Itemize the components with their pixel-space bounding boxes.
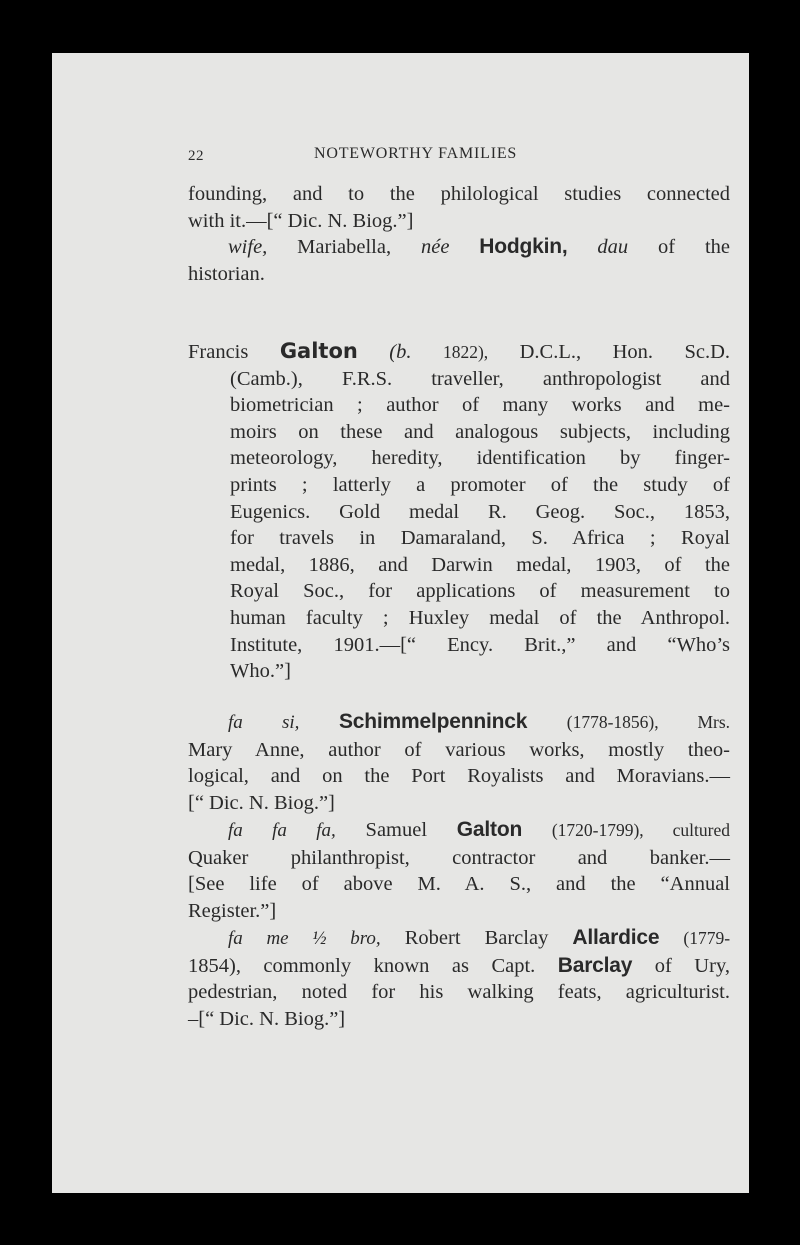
text-line: pedestrian, noted for his walking feats, agriculturist. [188, 981, 730, 1004]
entry-allardice [188, 925, 730, 1032]
surname: Schimmelpenninck [338, 710, 528, 733]
relation-label: fa si, [228, 712, 300, 733]
running-head: NOTEWORTHY FAMILIES [314, 145, 518, 162]
text-line: Quaker philanthropist, contractor and banker.— [188, 846, 730, 869]
dates: (1720-1799), cultured [551, 820, 730, 840]
maiden-name: Hodgkin, [479, 235, 568, 259]
relation-label: fa fa fa, [228, 820, 336, 841]
entry-heading-line [188, 338, 730, 366]
born-label: (b. [389, 341, 412, 363]
wife-first-name: Mariabella, [297, 236, 392, 259]
book-page [52, 53, 749, 1193]
degrees: D.C.L., Hon. Sc.D. [519, 341, 730, 363]
text-line: human faculty ; Huxley medal of the Anthropol. [230, 606, 730, 629]
text-line: Institute, 1901.—[“ Ency. Brit.,” and “Who’s [230, 633, 730, 656]
entry-heading-line [188, 709, 730, 737]
text-line: logical, and on the Port Royalists and Moravians.— [188, 765, 730, 788]
text-line: (Camb.), F.R.S. traveller, anthropologist and [230, 367, 730, 390]
text-line: Who.”] [230, 660, 291, 683]
text-line [188, 953, 730, 980]
alt-surname: Barclay [557, 953, 633, 977]
text-line: [“ Dic. N. Biog.”] [188, 791, 335, 814]
text-line: for travels in Damaraland, S. Africa ; Royal [230, 527, 730, 550]
relation-label: fa me ½ bro, [228, 928, 381, 949]
nee-label: née [420, 236, 450, 259]
entry-heading-line [188, 925, 730, 953]
wife-line [188, 234, 730, 261]
entry-samuel-galton [188, 817, 730, 924]
text-line: with it.—[“ Dic. N. Biog.”] [188, 209, 414, 232]
dates: (1778-1856), Mrs. [566, 712, 731, 732]
text-line: moirs on these and analogous subjects, including [230, 420, 730, 443]
entry-heading-line [188, 817, 730, 845]
text-line: –[“ Dic. N. Biog.”] [188, 1007, 346, 1030]
born-year: 1822), [442, 342, 489, 362]
surname: Allardice [572, 926, 660, 949]
page-header [188, 141, 735, 167]
text-fragment: of Ury, [654, 954, 730, 977]
entry-francis-galton [188, 338, 730, 685]
text-line: Eugenics. Gold medal R. Geog. Soc., 1853, [230, 500, 730, 523]
dau-label: dau [597, 236, 629, 259]
text-line: historian. [188, 262, 265, 285]
relation-label: wife, [228, 236, 268, 259]
entry-schimmelpenninck [188, 709, 730, 816]
text-line: Mary Anne, author of various works, mostly theo- [188, 738, 730, 761]
text-line: Register.”] [188, 899, 277, 922]
text-line: prints ; latterly a promoter of the study of [230, 473, 730, 496]
surname: Galton [279, 339, 358, 363]
entry-continuation [188, 181, 730, 287]
text-fragment: 1854), commonly known as Capt. [188, 954, 536, 977]
first-name: Francis [188, 341, 249, 363]
text-line: Royal Soc., for applications of measurement to [230, 580, 730, 603]
text-line: medal, 1886, and Darwin medal, 1903, of the [230, 553, 730, 576]
text-line: founding, and to the philological studies connected [188, 183, 730, 205]
text-line: biometrician ; author of many works and me- [230, 394, 730, 417]
first-name: Samuel [365, 819, 428, 841]
wife-rest: of the [658, 236, 731, 259]
text-line: [See life of above M. A. S., and the “Annual [188, 873, 730, 896]
page-number: 22 [188, 148, 204, 164]
first-name: Robert Barclay [404, 927, 549, 949]
text-line: meteorology, heredity, identification by finger- [230, 447, 730, 470]
surname: Galton [456, 818, 523, 841]
dates: (1779- [683, 928, 731, 948]
